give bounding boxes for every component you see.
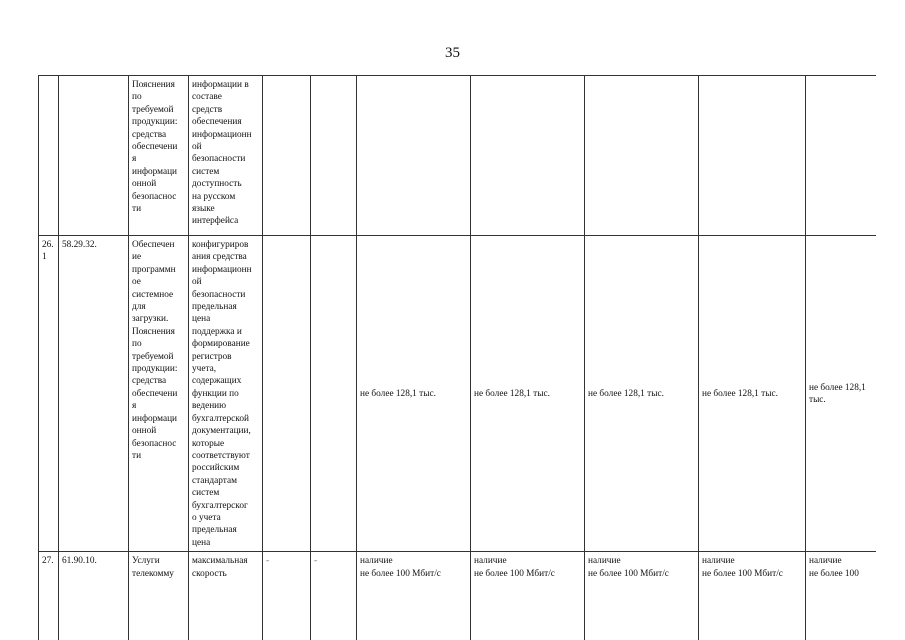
cell-code: 61.90.10.: [59, 552, 129, 640]
cell-text-line: Услуги: [132, 556, 160, 567]
cell-text-line: я: [132, 401, 137, 412]
cell-text-line: о учета: [192, 512, 221, 523]
cell-text-line: максимальная: [192, 556, 248, 567]
cell-text-line: функции по: [192, 388, 239, 399]
cell-text-line: 26.: [42, 240, 54, 250]
cell-text-line: системное: [132, 289, 174, 300]
cell-text-line: обеспечения: [192, 117, 242, 128]
cell-text-line: безопаснос: [132, 191, 177, 202]
cell-value: [585, 552, 699, 640]
cell-text-line: продукции:: [132, 364, 178, 375]
cell-text-line: безопаснос: [132, 438, 177, 449]
cell-text-line: я: [132, 154, 137, 165]
cell-text-line: Пояснения: [132, 80, 175, 90]
cell-characteristic: [189, 236, 263, 552]
cell-text-line: цена: [192, 537, 211, 548]
cell-text-line: наличие: [588, 556, 621, 567]
cell-text-line: безопасности: [192, 289, 246, 300]
cell-name: [129, 552, 189, 640]
cell-text-line: доступность: [192, 179, 242, 190]
cell-characteristic: [189, 552, 263, 640]
cell-text-line: ти: [132, 450, 142, 461]
cell-name: [129, 76, 189, 236]
cell-text-line: документации,: [192, 426, 251, 437]
cell-text-line: на русском: [192, 191, 236, 202]
cell-text-line: для: [132, 302, 146, 313]
cell-code: 58.29.32.: [59, 236, 129, 552]
cell-text-line: средства: [132, 129, 167, 140]
cell-value: не более 128,1 тыс.: [357, 236, 471, 552]
cell-value: [471, 76, 585, 236]
document-table: [38, 75, 876, 640]
cell-text-line: ое: [132, 277, 141, 288]
cell-text-line: интерфейса: [192, 216, 239, 227]
cell-text-line: требуемой: [132, 351, 174, 362]
cell-characteristic: [189, 76, 263, 236]
cell-value: не более 128,1 тыс.: [699, 236, 806, 552]
cell-number: [39, 236, 59, 552]
cell-text-line: ти: [132, 204, 142, 215]
cell-text-line: 1: [42, 252, 47, 263]
cell-col-e: [263, 236, 311, 552]
cell-text-line: языке: [192, 204, 215, 215]
cell-col-f: -: [311, 552, 357, 640]
cell-number: [39, 552, 59, 640]
cell-text-line: безопасности: [192, 154, 246, 165]
cell-text-line: Пояснения: [132, 326, 175, 337]
cell-col-e: [263, 76, 311, 236]
cell-value: [471, 552, 585, 640]
cell-text-line: ания средства: [192, 252, 247, 263]
cell-text-line: обеспечени: [132, 142, 178, 153]
cell-text-line: бухгалтерской: [192, 413, 249, 424]
cell-text-line: ой: [192, 277, 202, 288]
cell-text-line: ведению: [192, 401, 227, 412]
cell-text-line: наличие: [702, 556, 735, 567]
cell-value: [357, 552, 471, 640]
cell-text-line: информационн: [192, 129, 252, 140]
cell-value: не более 128,1 тыс.: [585, 236, 699, 552]
cell-text-line: наличие: [360, 556, 393, 567]
cell-text-line: наличие: [474, 556, 507, 567]
cell-text-line: по: [132, 92, 142, 103]
cell-text-line: формирование: [192, 339, 250, 350]
cell-text-line: бухгалтерског: [192, 500, 248, 511]
cell-code: [59, 76, 129, 236]
cell-value: [585, 76, 699, 236]
cell-text-line: информаци: [132, 166, 178, 177]
cell-value: не более 128,1 тыс.: [471, 236, 585, 552]
cell-text-line: ой: [192, 142, 202, 153]
cell-text-line: соответствуют: [192, 450, 250, 461]
table-row-continued: [39, 76, 877, 236]
cell-text-line: стандартам: [192, 475, 237, 486]
cell-text-line: требуемой: [132, 104, 174, 115]
cell-text-line: предельная: [192, 302, 237, 313]
cell-text-line: не более 100 Мбит/с: [588, 568, 669, 579]
cell-text-line: которые: [192, 438, 225, 449]
cell-col-f: [311, 76, 357, 236]
document-table-wrapper: [38, 75, 876, 640]
cell-text-line: не более 100 Мбит/с: [702, 568, 783, 579]
cell-col-f: [311, 236, 357, 552]
cell-text-line: конфигуриров: [192, 240, 249, 250]
cell-value: [357, 76, 471, 236]
cell-text-line: поддержка и: [192, 326, 242, 337]
page-number: 35: [445, 45, 460, 61]
cell-text-line: регистров: [192, 351, 232, 362]
table-row-26-1: [39, 236, 877, 552]
cell-name: [129, 236, 189, 552]
cell-text-line: онной: [132, 179, 157, 190]
cell-text-line: систем: [192, 488, 220, 499]
cell-value: [699, 76, 806, 236]
cell-text-line: средств: [192, 104, 223, 115]
cell-text-line: 27.: [42, 556, 54, 567]
cell-value: [806, 76, 877, 236]
cell-text-line: программн: [132, 264, 176, 275]
cell-text-line: информации в: [192, 80, 249, 90]
cell-text-line: российским: [192, 463, 240, 474]
cell-text-line: информационн: [192, 264, 252, 275]
cell-text-line: телекомму: [132, 568, 174, 579]
cell-text-line: наличие: [809, 556, 842, 567]
cell-text-line: содержащих: [192, 376, 242, 387]
cell-text-line: средства: [132, 376, 167, 387]
table-row-27: [39, 552, 877, 640]
cell-text-line: составе: [192, 92, 222, 103]
cell-text-line: учета,: [192, 364, 217, 375]
cell-text-line: онной: [132, 426, 157, 437]
cell-value: [806, 552, 877, 640]
cell-text-line: обеспечени: [132, 388, 178, 399]
cell-text-line: не более 100: [809, 568, 859, 579]
cell-col-e: -: [263, 552, 311, 640]
cell-text-line: скорость: [192, 568, 227, 579]
cell-value: [699, 552, 806, 640]
cell-text-line: не более 100 Мбит/с: [474, 568, 555, 579]
cell-text-line: продукции:: [132, 117, 178, 128]
cell-value: не более 128,1 тыс.: [806, 236, 877, 552]
cell-text-line: загрузки.: [132, 314, 169, 325]
cell-text-line: предельная: [192, 525, 237, 536]
cell-text-line: ие: [132, 252, 142, 263]
cell-text-line: цена: [192, 314, 211, 325]
cell-text-line: не более 100 Мбит/с: [360, 568, 441, 579]
cell-text-line: Обеспечен: [132, 240, 175, 250]
cell-text-line: информаци: [132, 413, 178, 424]
cell-number: [39, 76, 59, 236]
cell-text-line: по: [132, 339, 142, 350]
cell-text-line: систем: [192, 166, 220, 177]
